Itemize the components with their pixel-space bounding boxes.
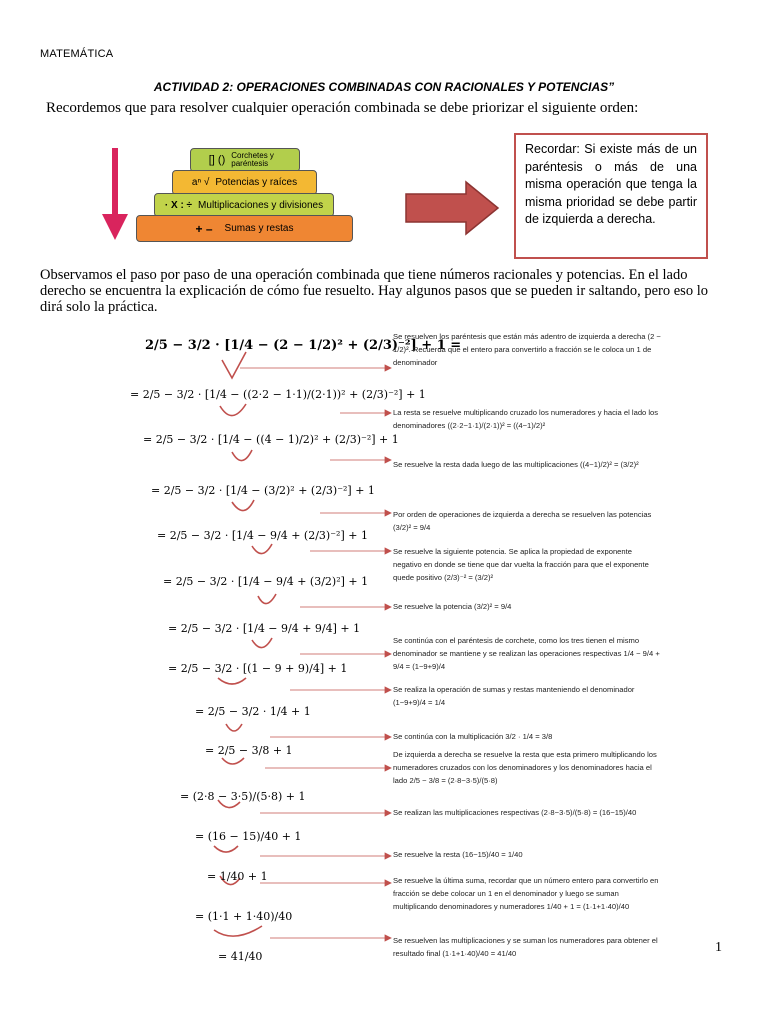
page-number: 1 bbox=[715, 940, 722, 955]
step-explanation: Se continúa con el paréntesis de corchete, como los tres tienen el mismo denominador se mantiene y se realizan las operaciones respectivas 1/4 − 9/4 + 9/4 = (1−9+9)/4 bbox=[393, 636, 660, 671]
step-explanation: Se resuelven los paréntesis que están más adentro de izquierda a derecha (2 − 1/2)². Recuerda que el entero para convertirlo a fracción se le coloca un 1 de denominador bbox=[393, 332, 661, 367]
step-explanation: Se resuelve la siguiente potencia. Se aplica la propiedad de exponente negativo en donde se tiene que dar vuelta la fracción para que el exponente quede positivo (2/3)⁻² = (3/2)² bbox=[393, 547, 649, 582]
reminder-box: Recordar: Si existe más de un paréntesis o más de una misma operación que tenga la misma prioridad se debe partir de izquierda a derecha. bbox=[514, 133, 708, 259]
math-step: = 2/5 − 3/2 · [1/4 − 9/4 + 9/4] + 1 bbox=[168, 622, 361, 635]
subject-header: MATEMÁTICA bbox=[40, 48, 114, 60]
step-explanation: Se resuelven las multiplicaciones y se suman los numeradores para obtener el resultado final (1·1+1·40)/40 = 41/40 bbox=[393, 936, 658, 958]
arrow-right-icon bbox=[404, 180, 500, 236]
step-explanation: De izquierda a derecha se resuelve la resta que esta primero multiplicando los numeradores cruzados con los denominadores y los denominadores hacia el lado 2/5 − 3/8 = (2·8−3·5)/(5·8) bbox=[393, 750, 657, 785]
step-explanation: Se realiza la operación de sumas y restas manteniendo el denominador (1−9+9)/4 = 1/4 bbox=[393, 685, 635, 707]
math-step: 2/5 − 3/2 · [1/4 − (2 − 1/2)² + (2/3)⁻²] + 1 = bbox=[145, 338, 462, 353]
math-step: = 2/5 − 3/2 · [1/4 − 9/4 + (3/2)²] + 1 bbox=[163, 575, 369, 588]
pyramid-tier-sums bbox=[136, 215, 353, 242]
math-step: = 1/40 + 1 bbox=[207, 870, 268, 883]
activity-title: ACTIVIDAD 2: OPERACIONES COMBINADAS CON RACIONALES Y POTENCIAS” bbox=[153, 80, 615, 94]
step-explanation: Se resuelve la potencia (3/2)² = 9/4 bbox=[393, 602, 512, 611]
math-step: = 2/5 − 3/2 · 1/4 + 1 bbox=[195, 705, 311, 718]
step-explanation: Se resuelve la resta (16−15)/40 = 1/40 bbox=[393, 850, 523, 859]
math-step: = 2/5 − 3/2 · [1/4 − ((4 − 1)/2)² + (2/3)⁻²] + 1 bbox=[143, 433, 399, 446]
explanation-paragraph: Observamos el paso por paso de una operación combinada que tiene números racionales y potencias. En el lado derecho se encuentra la explicación de cómo fue resuelto. Hay algunos pasos que se pueden ir saltando, pero eso lo dirá solo la práctica. bbox=[40, 267, 708, 315]
step-explanation: Se resuelve la última suma, recordar que un número entero para convertirlo en fracción se debe colocar un 1 en el denominador y luego se suman multiplicando denominadores y numeradores 1/40 + 1 = (1·1+1·40)/40 bbox=[393, 876, 659, 911]
math-step: = 41/40 bbox=[218, 950, 263, 963]
math-step: = 2/5 − 3/2 · [1/4 − (3/2)² + (2/3)⁻²] + 1 bbox=[151, 484, 375, 497]
math-step: = 2/5 − 3/2 · [1/4 − 9/4 + (2/3)⁻²] + 1 bbox=[157, 529, 368, 542]
step-explanation: Se resuelve la resta dada luego de las multiplicaciones ((4−1)/2)² = (3/2)² bbox=[393, 460, 639, 469]
step-explanation: Se continúa con la multiplicación 3/2 · 1/4 = 3/8 bbox=[393, 732, 553, 741]
plus-minus-icon: + – bbox=[195, 221, 213, 236]
math-step: = (1·1 + 1·40)/40 bbox=[195, 910, 293, 923]
tier-label: Sumas y restas bbox=[224, 223, 294, 234]
pyramid-tier-powers bbox=[172, 170, 317, 195]
intro-text: Recordemos que para resolver cualquier operación combinada se debe priorizar el siguiente orden: bbox=[46, 100, 639, 116]
math-step: = (2·8 − 3·5)/(5·8) + 1 bbox=[180, 790, 306, 803]
pyramid-tier-brackets bbox=[190, 148, 300, 172]
brackets-icon: [] () bbox=[208, 154, 226, 166]
step-explanation: Por orden de operaciones de izquierda a derecha se resuelven las potencias (3/2)² = 9/4 bbox=[393, 510, 652, 532]
step-explanation: La resta se resuelve multiplicando cruzado los numeradores y hacia el lado los denominadores ((2·2−1·1)/(2·1))² = ((4−1)/2)² bbox=[393, 408, 659, 430]
arrow-down-icon bbox=[108, 148, 122, 240]
math-step: = 2/5 − 3/2 · [1/4 − ((2·2 − 1·1)/(2·1))² + (2/3)⁻²] + 1 bbox=[130, 388, 426, 401]
power-root-icon: aⁿ √ bbox=[191, 177, 210, 188]
tier-label: Potencias y raíces bbox=[215, 177, 298, 188]
step-explanation: Se realizan las multiplicaciones respectivas (2·8−3·5)/(5·8) = (16−15)/40 bbox=[393, 808, 637, 817]
tier-label: Corchetes y paréntesis bbox=[231, 151, 274, 168]
math-step: = 2/5 − 3/2 · [(1 − 9 + 9)/4] + 1 bbox=[168, 662, 348, 675]
math-step: = 2/5 − 3/8 + 1 bbox=[205, 744, 293, 757]
math-step: = (16 − 15)/40 + 1 bbox=[195, 830, 302, 843]
pyramid-tier-multiplication bbox=[154, 193, 334, 217]
multiply-divide-icon: · X : ÷ bbox=[164, 199, 193, 211]
tier-label: Multiplicaciones y divisiones bbox=[198, 199, 324, 211]
